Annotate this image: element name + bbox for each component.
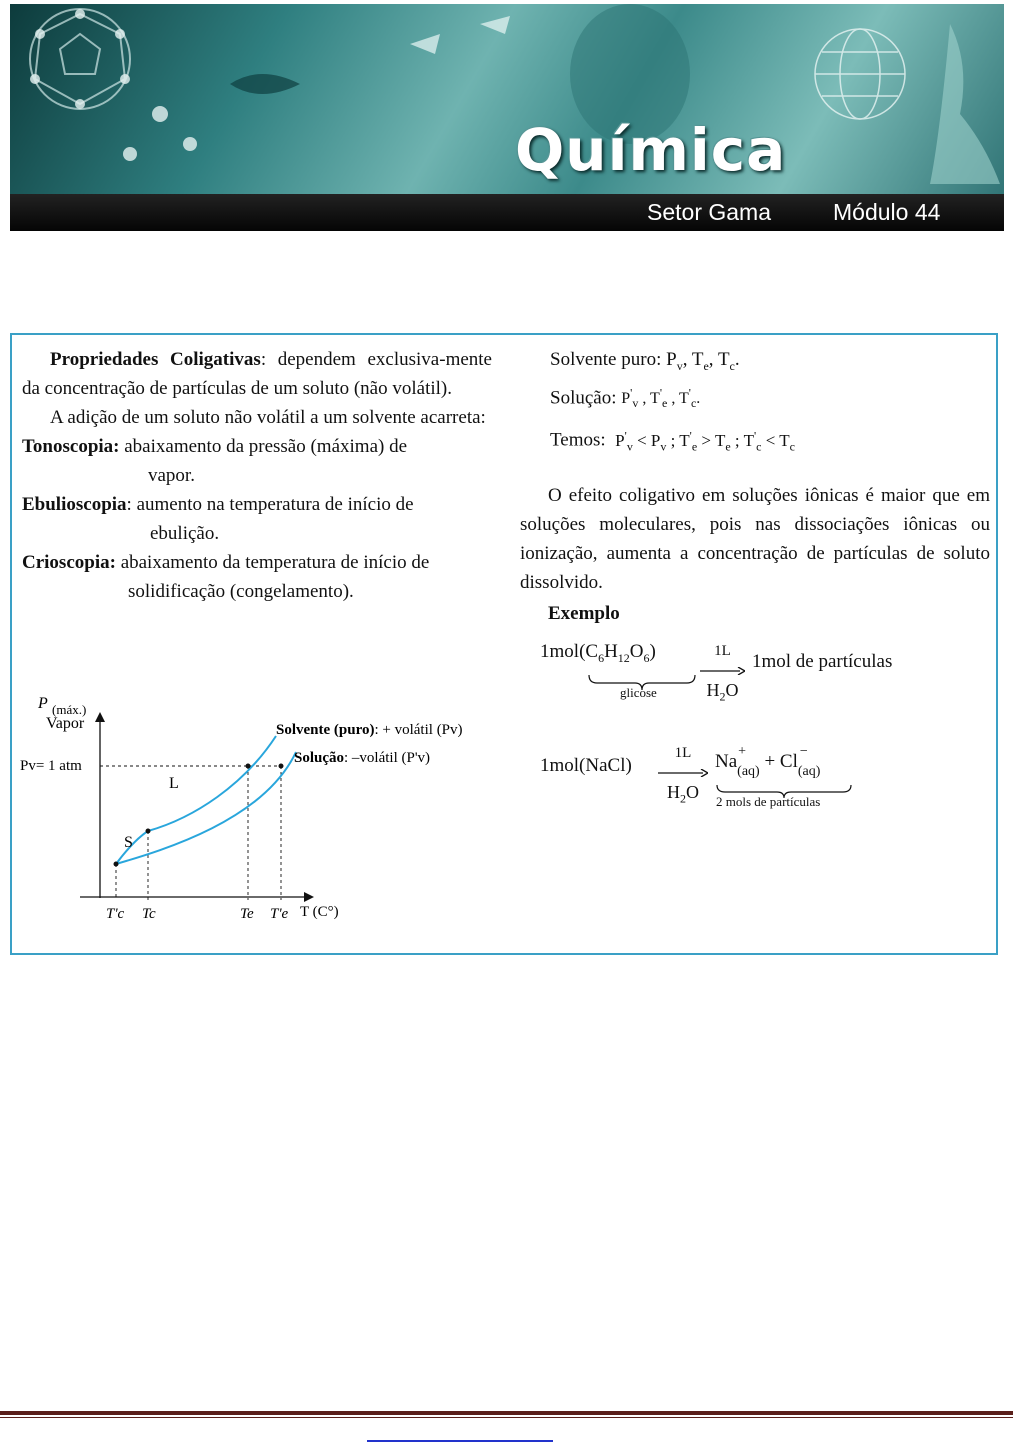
point-tc bbox=[146, 829, 151, 834]
tick-te: Te bbox=[240, 906, 254, 922]
item-ebulioscopia-cont: ebulição. bbox=[150, 523, 220, 544]
line-solvente-puro: Solvente puro: $P_v$, $T_e$, $T_c$. bbox=[550, 349, 740, 373]
legend-solucao: Solução: –volátil (P'v) bbox=[294, 750, 431, 766]
term-propriedades-coligativas: Propriedades Coligativas bbox=[50, 349, 261, 370]
item-crioscopia-cont: solidificação (congelamento). bbox=[128, 581, 354, 602]
tick-tc: Tc bbox=[142, 906, 156, 922]
item-tonoscopia: Tonoscopia: abaixamento da pressão (máxima) de bbox=[22, 436, 408, 457]
ex1-arrow-over: 1L bbox=[714, 643, 731, 659]
curve-solution bbox=[116, 752, 296, 864]
region-s: S bbox=[124, 834, 133, 851]
pv-label: Pv= 1 atm bbox=[20, 758, 82, 774]
point-te bbox=[246, 764, 251, 769]
ex2-reactant: 1mol(NaCl) bbox=[540, 755, 632, 776]
reaction-arrow-icon bbox=[700, 667, 745, 675]
legend-solvente: Solvente (puro): + volátil (Pv) bbox=[276, 722, 463, 738]
item-crioscopia: Crioscopia: abaixamento da temperatura de início de bbox=[22, 552, 430, 573]
curve-solvent bbox=[148, 736, 276, 831]
tick-te-prime: T'e bbox=[270, 906, 289, 922]
xlabel: T (C°) bbox=[300, 904, 339, 920]
left-column bbox=[22, 345, 492, 606]
banner-title: Química bbox=[515, 116, 787, 184]
label-2mols: 2 mols de partículas bbox=[716, 794, 821, 809]
example-glicose: $1mol(C_6H_{12}O_6)$ bbox=[540, 641, 656, 665]
point-te-prime bbox=[279, 764, 284, 769]
footer-link-underline[interactable] bbox=[367, 1440, 553, 1442]
ex2-arrow-over: 1L bbox=[674, 745, 692, 761]
point-tc-prime bbox=[114, 862, 119, 867]
line-temos: Temos: $P'_v < P_v$ ; $T'_e > T_e$ ; $T'_c < T_c$ bbox=[550, 428, 795, 454]
x-axis-arrow-icon bbox=[304, 892, 314, 902]
label-glicose: glicose bbox=[620, 685, 657, 700]
reaction-arrow-icon bbox=[658, 769, 708, 777]
tick-tc-prime: T'c bbox=[106, 906, 125, 922]
paragraph-adicao: A adição de um soluto não volátil a um solvente acarreta: bbox=[50, 407, 486, 428]
right-column bbox=[520, 345, 990, 628]
ex2-arrow-below: $H_2O$ bbox=[667, 782, 699, 806]
line-solucao: Solução: $P'_v$ , $T'_e$ , $T'_c$. bbox=[550, 386, 701, 411]
ex1-product: 1mol de partículas bbox=[752, 651, 893, 672]
ylabel-vapor: Vapor bbox=[46, 715, 85, 732]
item-tonoscopia-cont: vapor. bbox=[148, 465, 195, 486]
ylabel-p: P bbox=[38, 695, 48, 712]
header-banner bbox=[10, 4, 1004, 231]
ex1-arrow-below: $H_2O$ bbox=[706, 680, 739, 704]
ylabel-max: (máx.) bbox=[52, 702, 87, 717]
banner-modulo: Módulo 44 bbox=[833, 199, 941, 225]
paragraph-definition: Propriedades Coligativas: dependem exclusiva-mente da concentração de partículas de um soluto (não volátil). bbox=[22, 349, 492, 399]
item-ebulioscopia: Ebulioscopia: aumento na temperatura de início de bbox=[22, 494, 414, 515]
phase-diagram bbox=[14, 690, 494, 930]
paragraph-efeito-coligativo: O efeito coligativo em soluções iônicas é maior que em soluções moleculares, pois nas dissociações iônicas ou ionização, aumenta a concentração de partículas de soluto dissolvido. bbox=[520, 485, 990, 593]
banner-setor: Setor Gama bbox=[647, 199, 771, 225]
footer-rule-thin bbox=[0, 1417, 1013, 1418]
y-axis-arrow-icon bbox=[95, 712, 105, 722]
banner-collage-image bbox=[10, 4, 1004, 194]
ex2-products: Na + (aq) + Cl − (aq) bbox=[715, 744, 821, 779]
footer-rule-thick bbox=[0, 1411, 1013, 1415]
heading-exemplo: Exemplo bbox=[548, 603, 620, 624]
region-l: L bbox=[169, 775, 179, 792]
